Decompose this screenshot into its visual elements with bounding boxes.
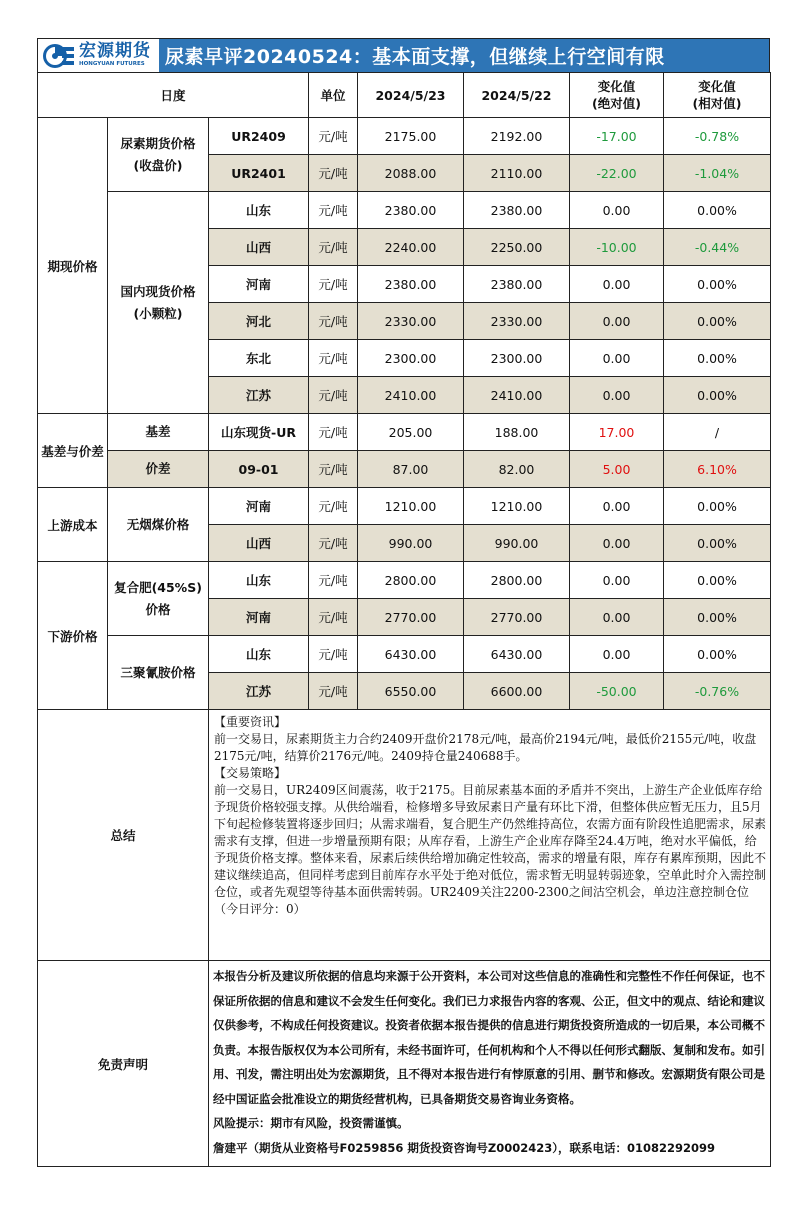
- table-row: [38, 451, 771, 488]
- row-value-d2: 6600.00: [464, 673, 570, 710]
- row-item: 山西: [209, 229, 309, 266]
- row-change-rel: 0.00%: [664, 303, 771, 340]
- header-unit: 单位: [309, 73, 358, 118]
- row-change-rel: 0.00%: [664, 599, 771, 636]
- row-change-abs: -22.00: [570, 155, 664, 192]
- row-change-abs: 0.00: [570, 599, 664, 636]
- row-value-d2: 2192.00: [464, 118, 570, 155]
- row-change-abs: 0.00: [570, 525, 664, 562]
- row-unit: 元/吨: [309, 266, 358, 303]
- header-dim: 日度: [38, 73, 309, 118]
- report-sheet: [37, 38, 770, 1167]
- row-change-rel: 0.00%: [664, 266, 771, 303]
- row-change-abs: 0.00: [570, 340, 664, 377]
- row-value-d2: 990.00: [464, 525, 570, 562]
- row-unit: 元/吨: [309, 636, 358, 673]
- row-change-rel: 0.00%: [664, 340, 771, 377]
- row-value-d1: 87.00: [358, 451, 464, 488]
- row-change-rel: -0.44%: [664, 229, 771, 266]
- disclaimer-row: [38, 961, 771, 1167]
- subcategory-coal: 无烟煤价格: [108, 488, 209, 562]
- row-change-abs: 0.00: [570, 562, 664, 599]
- row-value-d2: 2380.00: [464, 192, 570, 229]
- category-downstream: 下游价格: [38, 562, 108, 710]
- row-value-d1: 2800.00: [358, 562, 464, 599]
- table-row: [38, 192, 771, 229]
- row-value-d2: 2800.00: [464, 562, 570, 599]
- row-item: 山东: [209, 192, 309, 229]
- row-change-abs: -17.00: [570, 118, 664, 155]
- row-change-rel: 0.00%: [664, 562, 771, 599]
- logo-cn-text: 宏源期货: [79, 41, 151, 62]
- row-unit: 元/吨: [309, 488, 358, 525]
- summary-label: 总结: [38, 710, 209, 961]
- row-unit: 元/吨: [309, 229, 358, 266]
- category-spot-futures: 期现价格: [38, 118, 108, 414]
- row-change-abs: -50.00: [570, 673, 664, 710]
- row-item: 东北: [209, 340, 309, 377]
- category-basis-spread: 基差与价差: [38, 414, 108, 488]
- row-unit: 元/吨: [309, 118, 358, 155]
- row-change-abs: 5.00: [570, 451, 664, 488]
- table-header-row: [38, 73, 771, 118]
- header-change-abs: 变化值 (绝对值): [570, 73, 664, 118]
- row-value-d2: 2110.00: [464, 155, 570, 192]
- summary-body: 【重要资讯】 前一交易日，尿素期货主力合约2409开盘价2178元/吨，最高价2194元/吨，最低价2155元/吨，收盘2175元/吨，结算价2176元/吨。2409持仓量240688手。 【交易策略】 前一交易日，UR2409区间震荡，收于2175。目前尿素基本面的矛盾并不突出，上游生产企业低库存给予现货价格较强支撑。从供给端看，检修增多导致尿素日产量有环比下滑，但整体供应暂无压力，且5月下旬起检修装置将逐步回归；从需求端看，复合肥生产仍然维持高位，农需方面有阶段性追肥需求，尿素需求有支撑，但进一步增量预期有限；从库存看，上游生产企业库存降至24.4万吨，绝对水平偏低，给予现货价格支撑。整体来看，尿素后续供给增加确定性较高，需求的增量有限，库存有累库预期，因此不建议继续追高，但同样考虑到目前库存水平处于绝对低位，需求暂无明显转弱迹象，空单此时介入需控制仓位，或者先观望等待基本面供需转弱。UR2409关注2200-2300之间沽空机会，单边注意控制仓位（今日评分：0）: [214, 715, 767, 916]
- row-value-d1: 990.00: [358, 525, 464, 562]
- row-value-d1: 6550.00: [358, 673, 464, 710]
- row-unit: 元/吨: [309, 451, 358, 488]
- row-value-d2: 2250.00: [464, 229, 570, 266]
- row-value-d1: 2088.00: [358, 155, 464, 192]
- table-row: [38, 562, 771, 599]
- subcategory-basis: 基差: [108, 414, 209, 451]
- row-change-rel: 0.00%: [664, 488, 771, 525]
- row-change-rel: -1.04%: [664, 155, 771, 192]
- author-contact: 詹建平（期货从业资格号F0259856 期货投资咨询号Z0002423），联系电话：01082292099: [213, 1140, 715, 1155]
- row-value-d1: 2770.00: [358, 599, 464, 636]
- row-item: 江苏: [209, 377, 309, 414]
- row-unit: 元/吨: [309, 673, 358, 710]
- row-change-abs: -10.00: [570, 229, 664, 266]
- row-item: 山东: [209, 636, 309, 673]
- row-change-rel: 0.00%: [664, 525, 771, 562]
- row-change-abs: 0.00: [570, 266, 664, 303]
- row-value-d2: 82.00: [464, 451, 570, 488]
- row-item: 山东现货-UR: [209, 414, 309, 451]
- row-change-rel: 0.00%: [664, 377, 771, 414]
- row-value-d2: 2410.00: [464, 377, 570, 414]
- risk-notice: 风险提示：期市有风险，投资需谨慎。: [213, 1116, 409, 1130]
- summary-text: [209, 710, 771, 961]
- table-row: [38, 488, 771, 525]
- row-unit: 元/吨: [309, 525, 358, 562]
- row-value-d1: 2240.00: [358, 229, 464, 266]
- row-item: 河南: [209, 266, 309, 303]
- row-item: 河南: [209, 488, 309, 525]
- row-unit: 元/吨: [309, 192, 358, 229]
- summary-row: [38, 710, 771, 961]
- subcategory-futures-price: 尿素期货价格 (收盘价): [108, 118, 209, 192]
- row-item: 河南: [209, 599, 309, 636]
- row-change-abs: 0.00: [570, 377, 664, 414]
- row-unit: 元/吨: [309, 414, 358, 451]
- row-value-d1: 2175.00: [358, 118, 464, 155]
- row-value-d1: 2330.00: [358, 303, 464, 340]
- company-logo: [38, 39, 159, 72]
- row-value-d2: 2770.00: [464, 599, 570, 636]
- header-date-2: 2024/5/22: [464, 73, 570, 118]
- row-change-rel: -0.78%: [664, 118, 771, 155]
- table-row: [38, 118, 771, 155]
- row-value-d1: 2410.00: [358, 377, 464, 414]
- row-change-rel: 0.00%: [664, 636, 771, 673]
- header-change-rel: 变化值 (相对值): [664, 73, 771, 118]
- row-change-abs: 17.00: [570, 414, 664, 451]
- hongyuan-logo-icon: [42, 43, 76, 69]
- subcategory-spread: 价差: [108, 451, 209, 488]
- row-value-d1: 2380.00: [358, 266, 464, 303]
- subcategory-spot-price: 国内现货价格 (小颗粒): [108, 192, 209, 414]
- row-unit: 元/吨: [309, 562, 358, 599]
- row-value-d2: 188.00: [464, 414, 570, 451]
- table-row: [38, 636, 771, 673]
- row-change-abs: 0.00: [570, 636, 664, 673]
- row-value-d1: 205.00: [358, 414, 464, 451]
- disclaimer-cell: [209, 961, 771, 1167]
- row-change-abs: 0.00: [570, 303, 664, 340]
- row-value-d2: 2300.00: [464, 340, 570, 377]
- row-unit: 元/吨: [309, 155, 358, 192]
- row-change-rel: 0.00%: [664, 192, 771, 229]
- report-banner: [37, 38, 770, 72]
- row-change-abs: 0.00: [570, 488, 664, 525]
- row-item: UR2401: [209, 155, 309, 192]
- row-value-d2: 2380.00: [464, 266, 570, 303]
- table-row: [38, 414, 771, 451]
- report-title: 尿素早评20240524：基本面支撑，但继续上行空间有限: [159, 39, 769, 72]
- subcategory-melamine: 三聚氰胺价格: [108, 636, 209, 710]
- row-change-rel: -0.76%: [664, 673, 771, 710]
- row-unit: 元/吨: [309, 377, 358, 414]
- row-value-d1: 2300.00: [358, 340, 464, 377]
- row-change-rel: /: [664, 414, 771, 451]
- row-item: 江苏: [209, 673, 309, 710]
- row-value-d2: 6430.00: [464, 636, 570, 673]
- row-unit: 元/吨: [309, 340, 358, 377]
- row-value-d1: 2380.00: [358, 192, 464, 229]
- logo-en-text: HONGYUAN FUTURES: [79, 61, 145, 68]
- row-item: 山东: [209, 562, 309, 599]
- row-value-d2: 2330.00: [464, 303, 570, 340]
- row-item: 山西: [209, 525, 309, 562]
- disclaimer-label: 免责声明: [38, 961, 209, 1167]
- subcategory-fertilizer: 复合肥(45%S) 价格: [108, 562, 209, 636]
- row-value-d1: 6430.00: [358, 636, 464, 673]
- row-item: UR2409: [209, 118, 309, 155]
- row-unit: 元/吨: [309, 303, 358, 340]
- category-upstream: 上游成本: [38, 488, 108, 562]
- row-item: 河北: [209, 303, 309, 340]
- header-date-1: 2024/5/23: [358, 73, 464, 118]
- row-change-abs: 0.00: [570, 192, 664, 229]
- row-value-d2: 1210.00: [464, 488, 570, 525]
- row-unit: 元/吨: [309, 599, 358, 636]
- disclaimer-text: 本报告分析及建议所依据的信息均来源于公开资料，本公司对这些信息的准确性和完整性不作任何保证，也不保证所依据的信息和建议不会发生任何变化。我们已力求报告内容的客观、公正，但文中的观点、结论和建议仅供参考，不构成任何投资建议。投资者依据本报告提供的信息进行期货投资所造成的一切后果，本公司概不负责。本报告版权仅为本公司所有，未经书面许可，任何机构和个人不得以任何形式翻版、复制和发布。如引用、刊发，需注明出处为宏源期货，且不得对本报告进行有悖原意的引用、删节和修改。宏源期货有限公司是经中国证监会批准设立的期货经营机构，已具备期货交易咨询业务资格。: [213, 969, 765, 1106]
- row-item: 09-01: [209, 451, 309, 488]
- price-table: [37, 72, 771, 1167]
- row-change-rel: 6.10%: [664, 451, 771, 488]
- row-value-d1: 1210.00: [358, 488, 464, 525]
